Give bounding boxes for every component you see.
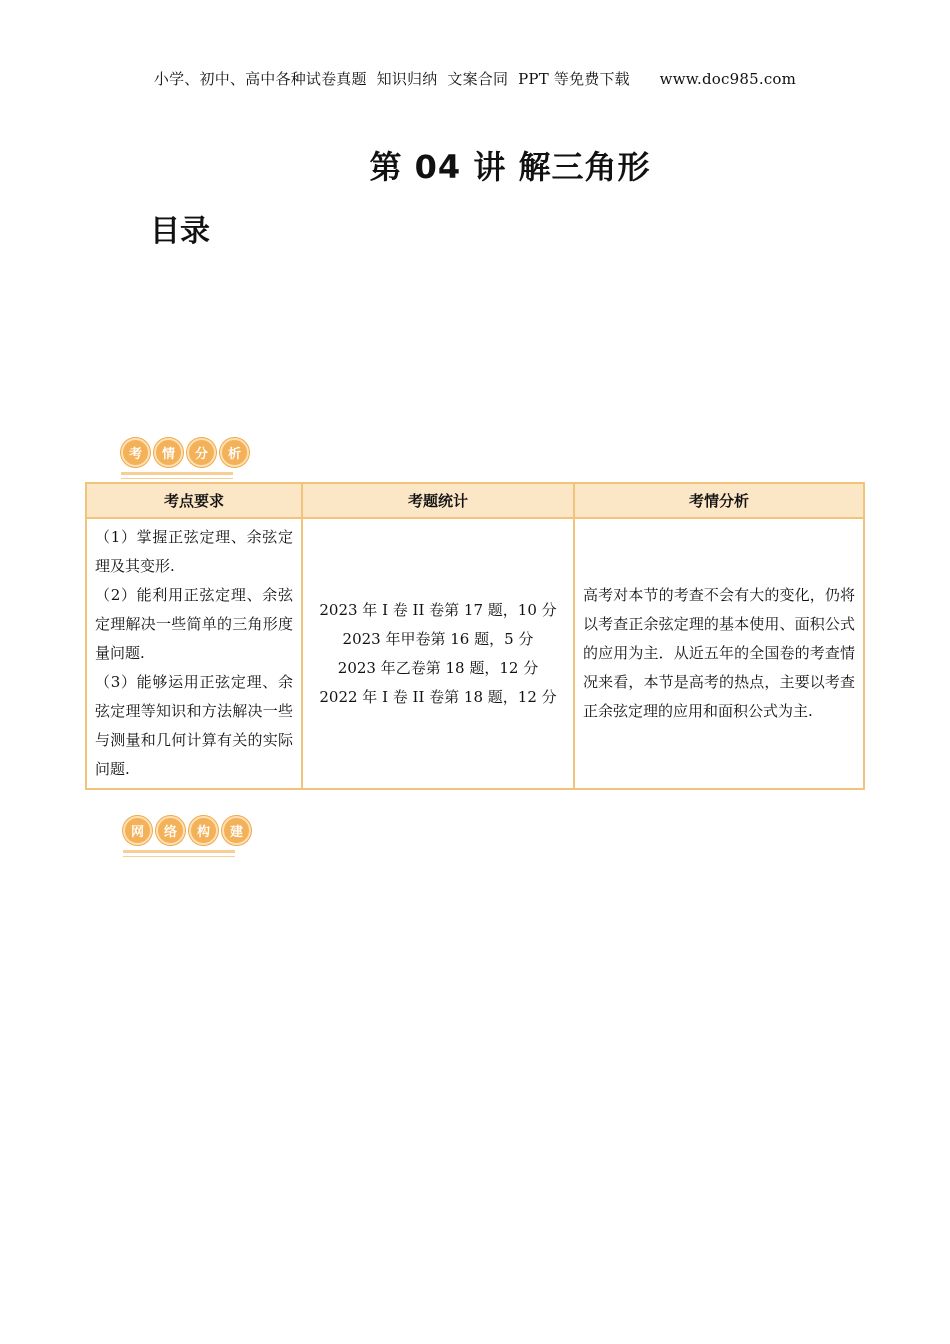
site-header: 小学、初中、高中各种试卷真题 知识归纳 文案合同 PPT 等免费下载 www.doc985.com xyxy=(153,70,797,88)
stat-item: 2023 年 I 卷 II 卷第 17 题，10 分 xyxy=(319,600,557,619)
requirement-item: （3）能够运用正弦定理、余弦定理等知识和方法解决一些与测量和几何计算有关的实际问题. xyxy=(95,673,293,778)
stats-cell xyxy=(302,518,574,789)
requirements-cell xyxy=(86,518,302,789)
table-row xyxy=(86,518,864,789)
col-header-requirements: 考点要求 xyxy=(86,483,302,518)
stat-item: 2022 年 I 卷 II 卷第 18 题，12 分 xyxy=(319,687,557,706)
table-header-row xyxy=(86,483,864,518)
col-header-stats: 考题统计 xyxy=(302,483,574,518)
badge-char: 构 xyxy=(189,816,218,845)
page-title: 第 04 讲 解三角形 xyxy=(369,148,651,186)
col-header-analysis: 考情分析 xyxy=(574,483,864,518)
badge-char: 网 xyxy=(123,816,152,845)
badge-char: 考 xyxy=(121,438,150,467)
badge-char: 析 xyxy=(220,438,249,467)
requirement-item: （1）掌握正弦定理、余弦定理及其变形. xyxy=(95,528,293,575)
analysis-cell: 高考对本节的考查不会有大的变化，仍将以考查正余弦定理的基本使用、面积公式的应用为主．从近五年的全国卷的考查情况来看，本节是高考的热点，主要以考查正余弦定理的应用和面积公式为主. xyxy=(574,518,864,789)
stat-item: 2023 年乙卷第 18 题，12 分 xyxy=(337,658,539,677)
badge-char: 络 xyxy=(156,816,185,845)
toc-heading: 目录 xyxy=(150,214,210,249)
network-build-badge xyxy=(123,816,251,845)
requirement-item: （2）能利用正弦定理、余弦定理解决一些简单的三角形度量问题. xyxy=(95,586,293,662)
exam-analysis-table xyxy=(85,482,865,790)
badge-char: 分 xyxy=(187,438,216,467)
badge-char: 建 xyxy=(222,816,251,845)
exam-analysis-badge xyxy=(121,438,249,467)
badge-char: 情 xyxy=(154,438,183,467)
stat-item: 2023 年甲卷第 16 题，5 分 xyxy=(342,629,534,648)
